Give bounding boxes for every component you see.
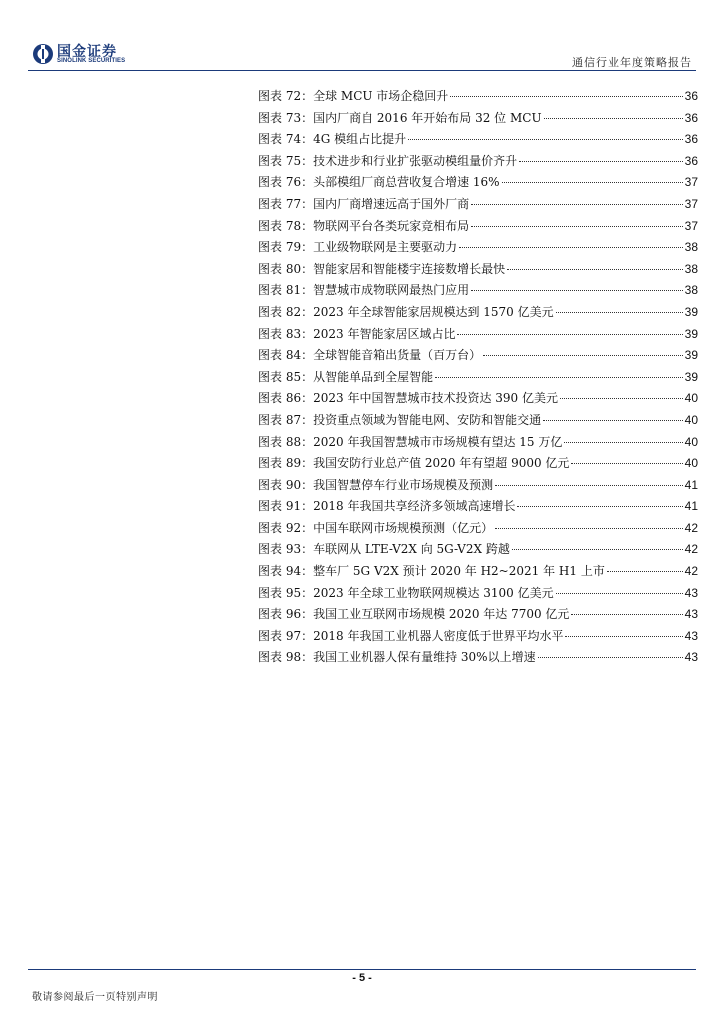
toc-entry-title: 全球 MCU 市场企稳回升 <box>313 89 449 103</box>
toc-dot-leader <box>565 636 682 637</box>
company-logo <box>32 41 142 69</box>
toc-dot-leader <box>502 182 683 183</box>
toc-entry-prefix: 图表 79： <box>258 240 314 255</box>
logo-english-name: SINOLINK SECURITIES <box>57 58 126 64</box>
toc-entry[interactable] <box>258 217 698 239</box>
toc-entry-page: 39 <box>684 304 698 319</box>
toc-dot-leader <box>607 571 683 572</box>
toc-dot-leader <box>543 420 683 421</box>
toc-entry[interactable] <box>258 281 698 303</box>
toc-entry-title: 我国工业机器人保有量维持 30%以上增速 <box>313 650 536 665</box>
toc-entry-label <box>258 389 558 406</box>
toc-entry-page: 37 <box>684 218 698 233</box>
toc-entry-label <box>258 238 457 255</box>
toc-entry-label <box>258 130 406 147</box>
header-divider <box>28 70 696 71</box>
toc-entry-title: 2018 年我国共享经济多领域高速增长 <box>313 499 516 514</box>
toc-entry-label <box>258 540 510 557</box>
toc-entry-label <box>258 303 554 320</box>
toc-entry-page: 40 <box>684 391 698 406</box>
toc-entry-page: 40 <box>684 456 698 471</box>
toc-entry-page: 37 <box>684 196 698 211</box>
toc-entry-prefix: 图表 97： <box>258 628 314 643</box>
toc-entry-title: 投资重点领域为智能电网、安防和智能交通 <box>313 412 542 427</box>
toc-entry-title: 我国智慧停车行业市场规模及预测 <box>313 477 494 492</box>
toc-entry-page: 36 <box>684 89 698 103</box>
toc-entry[interactable] <box>258 562 698 584</box>
toc-dot-leader <box>495 485 683 486</box>
toc-entry-prefix: 图表 82： <box>258 304 314 319</box>
toc-entry-prefix: 图表 83： <box>258 326 314 341</box>
toc-entry-page: 38 <box>684 283 698 298</box>
toc-dot-leader <box>457 334 682 335</box>
toc-dot-leader <box>538 657 683 658</box>
toc-entry-page: 40 <box>684 434 698 449</box>
toc-entry-page: 38 <box>684 261 698 276</box>
toc-entry[interactable] <box>258 346 698 368</box>
logo-chinese-name: 国金证券 <box>57 44 117 60</box>
toc-entry-label <box>258 260 505 277</box>
toc-entry-title: 2018 年我国工业机器人密度低于世界平均水平 <box>313 628 564 643</box>
toc-entry[interactable] <box>258 260 698 282</box>
toc-entry[interactable] <box>258 454 698 476</box>
toc-entry[interactable] <box>258 648 698 670</box>
toc-entry-prefix: 图表 73： <box>258 110 314 125</box>
toc-dot-leader <box>564 442 682 443</box>
toc-entry[interactable] <box>258 325 698 347</box>
toc-entry[interactable] <box>258 130 698 152</box>
toc-entry-title: 车联网从 LTE-V2X 向 5G-V2X 跨越 <box>313 542 510 557</box>
toc-entry-prefix: 图表 80： <box>258 261 314 276</box>
toc-entry-prefix: 图表 94： <box>258 564 314 579</box>
toc-entry-label <box>258 584 554 601</box>
toc-dot-leader <box>556 312 683 313</box>
toc-entry[interactable] <box>258 368 698 390</box>
toc-entry[interactable] <box>258 584 698 606</box>
toc-entry[interactable] <box>258 195 698 217</box>
toc-entry-page: 42 <box>684 520 698 535</box>
toc-entry[interactable] <box>258 433 698 455</box>
toc-entry-prefix: 图表 75： <box>258 153 314 168</box>
toc-entry[interactable] <box>258 152 698 174</box>
toc-entry-page: 39 <box>684 369 698 384</box>
toc-entry-title: 智能家居和智能楼宇连接数增长最快 <box>313 261 506 276</box>
toc-entry-prefix: 图表 89： <box>258 456 314 471</box>
toc-entry-prefix: 图表 86： <box>258 391 314 406</box>
toc-entry-title: 2023 年全球工业物联网规模达 3100 亿美元 <box>313 585 554 600</box>
toc-entry-title: 2020 年我国智慧城市市场规模有望达 15 万亿 <box>313 434 563 449</box>
toc-entry-label <box>258 562 605 579</box>
toc-entry-page: 42 <box>684 542 698 557</box>
toc-entry-prefix: 图表 76： <box>258 175 314 190</box>
toc-entry-label <box>258 152 517 169</box>
toc-entry-title: 智慧城市成物联网最热门应用 <box>313 283 470 298</box>
toc-entry-prefix: 图表 91： <box>258 499 314 514</box>
toc-entry-title: 从智能单品到全屋智能 <box>313 369 434 384</box>
disclaimer-text: 敬请参阅最后一页特别声明 <box>32 992 158 1003</box>
toc-entry[interactable] <box>258 303 698 325</box>
toc-entry[interactable] <box>258 497 698 519</box>
toc-entry-label <box>258 281 469 298</box>
toc-dot-leader <box>517 506 682 507</box>
toc-entry-page: 43 <box>684 607 698 622</box>
toc-entry[interactable] <box>258 519 698 541</box>
toc-entry[interactable] <box>258 540 698 562</box>
toc-dot-leader <box>435 377 683 378</box>
toc-entry[interactable] <box>258 389 698 411</box>
toc-entry-title: 我国安防行业总产值 2020 年有望超 9000 亿元 <box>313 456 570 471</box>
toc-dot-leader <box>560 398 683 399</box>
toc-entry-page: 36 <box>684 132 698 147</box>
toc-entry[interactable] <box>258 87 698 109</box>
toc-entry-page: 42 <box>684 564 698 579</box>
toc-dot-leader <box>519 161 683 162</box>
toc-entry-label <box>258 109 542 126</box>
toc-entry-prefix: 图表 87： <box>258 412 314 427</box>
toc-entry-title: 4G 模组占比提升 <box>313 132 407 147</box>
toc-entry-page: 43 <box>684 585 698 600</box>
toc-entry-prefix: 图表 77： <box>258 196 314 211</box>
toc-dot-leader <box>544 118 683 119</box>
toc-entry[interactable] <box>258 173 698 195</box>
toc-entry-title: 中国车联网市场规模预测（亿元） <box>313 520 494 535</box>
toc-entry-title: 技术进步和行业扩张驱动模组量价齐升 <box>313 153 518 168</box>
toc-entry-prefix: 图表 95： <box>258 585 314 600</box>
toc-entry-prefix: 图表 81： <box>258 283 314 298</box>
toc-entry-prefix: 图表 90： <box>258 477 314 492</box>
toc-entry-label <box>258 195 469 212</box>
page-number: - 5 - <box>352 972 372 984</box>
toc-entry-prefix: 图表 96： <box>258 607 314 622</box>
toc-entry-prefix: 图表 78： <box>258 218 314 233</box>
toc-entry-title: 国内厂商增速远高于国外厂商 <box>313 196 470 211</box>
toc-entry-page: 40 <box>684 412 698 427</box>
toc-entry-page: 38 <box>684 240 698 255</box>
toc-entry-label <box>258 433 562 450</box>
toc-dot-leader <box>471 204 683 205</box>
toc-dot-leader <box>483 355 683 356</box>
toc-entry[interactable] <box>258 109 698 131</box>
toc-entry[interactable] <box>258 238 698 260</box>
toc-entry-title: 全球智能音箱出货量（百万台） <box>313 348 482 363</box>
toc-entry-label <box>258 648 536 665</box>
toc-entry-label <box>258 87 448 104</box>
toc-dot-leader <box>495 528 683 529</box>
toc-dot-leader <box>512 549 683 550</box>
toc-dot-leader <box>507 269 683 270</box>
footer-divider <box>28 969 696 970</box>
toc-dot-leader <box>459 247 683 248</box>
toc-entry-label <box>258 325 455 342</box>
toc-entry-prefix: 图表 92： <box>258 520 314 535</box>
toc-entry-label <box>258 217 469 234</box>
toc-entry-label <box>258 519 493 536</box>
toc-entry-page: 43 <box>684 650 698 665</box>
toc-entry-label <box>258 346 481 363</box>
sinolink-logo-icon <box>32 43 54 65</box>
toc-entry-prefix: 图表 72： <box>258 89 314 103</box>
toc-entry[interactable] <box>258 605 698 627</box>
toc-entry-prefix: 图表 84： <box>258 348 314 363</box>
toc-entry-page: 36 <box>684 110 698 125</box>
toc-entry-prefix: 图表 88： <box>258 434 314 449</box>
toc-entry-title: 国内厂商自 2016 年开始布局 32 位 MCU <box>313 110 542 125</box>
toc-entry-title: 整车厂 5G V2X 预计 2020 年 H2~2021 年 H1 上市 <box>313 564 605 579</box>
toc-dot-leader <box>571 463 682 464</box>
toc-dot-leader <box>471 290 683 291</box>
page-header <box>0 0 724 80</box>
toc-entry-page: 41 <box>684 499 698 514</box>
toc-dot-leader <box>571 614 682 615</box>
toc-entry-page: 37 <box>684 175 698 190</box>
toc-dot-leader <box>556 593 683 594</box>
toc-entry-prefix: 图表 93： <box>258 542 314 557</box>
toc-entry[interactable] <box>258 411 698 433</box>
toc-dot-leader <box>471 226 683 227</box>
toc-entry-page: 43 <box>684 628 698 643</box>
toc-entry-page: 36 <box>684 153 698 168</box>
toc-entry-label <box>258 173 500 190</box>
toc-entry-label <box>258 497 515 514</box>
toc-dot-leader <box>408 139 683 140</box>
toc-entry-label <box>258 605 569 622</box>
toc-entry-title: 头部模组厂商总营收复合增速 16% <box>313 175 500 190</box>
toc-entry-page: 41 <box>684 477 698 492</box>
toc-entry[interactable] <box>258 627 698 649</box>
table-of-figures <box>258 87 698 670</box>
toc-entry-title: 物联网平台各类玩家竞相布局 <box>313 218 470 233</box>
toc-entry-page: 39 <box>684 326 698 341</box>
toc-dot-leader <box>450 96 682 97</box>
toc-entry-title: 工业级物联网是主要驱动力 <box>313 240 458 255</box>
toc-entry-label <box>258 476 493 493</box>
toc-entry-prefix: 图表 98： <box>258 650 314 665</box>
toc-entry-page: 39 <box>684 348 698 363</box>
toc-entry-title: 我国工业互联网市场规模 2020 年达 7700 亿元 <box>313 607 570 622</box>
toc-entry-label <box>258 454 569 471</box>
toc-entry-label <box>258 627 563 644</box>
toc-entry-label <box>258 411 541 428</box>
toc-entry-prefix: 图表 85： <box>258 369 314 384</box>
toc-entry-prefix: 图表 74： <box>258 132 314 147</box>
toc-entry[interactable] <box>258 476 698 498</box>
toc-entry-title: 2023 年中国智慧城市技术投资达 390 亿美元 <box>313 391 558 406</box>
toc-entry-title: 2023 年智能家居区域占比 <box>313 326 456 341</box>
report-title: 通信行业年度策略报告 <box>572 56 692 69</box>
toc-entry-title: 2023 年全球智能家居规模达到 1570 亿美元 <box>313 304 554 319</box>
toc-entry-label <box>258 368 433 385</box>
